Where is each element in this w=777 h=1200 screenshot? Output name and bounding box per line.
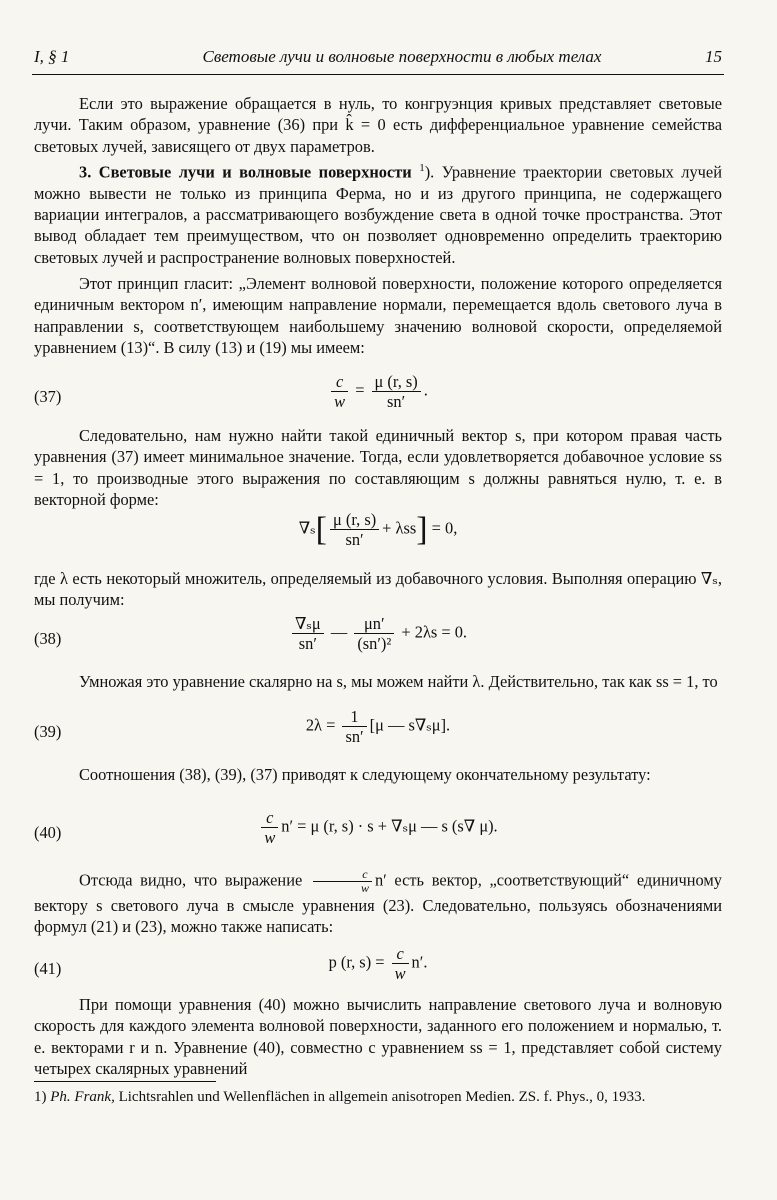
paragraph-text: При помощи уравнения (40) можно вычислить направление светового луча и волновую скорость для каждого элемента волновой поверхности, заданного его положением и нормалью, т. е. векторами r и n. Уравнение (40), совместно с уравнением ss = 1, представляет собой систему четырех скалярных уравнений — [34, 995, 722, 1078]
footnote-author: Ph. Frank, — [50, 1089, 115, 1105]
paragraph-text: Умножая это уравнение скалярно на s, мы можем найти λ. Действительно, так как ss = 1, то — [79, 672, 718, 691]
equation-37: (37) $\frac{c}{w}$ = $\frac{\mu (r, s)}{sn'}$ . — [34, 372, 428, 411]
equation-number: (37) — [34, 387, 62, 406]
footnote — [34, 1087, 722, 1108]
footnote-text: Lichtsrahlen und Wellenflächen in allgemein anisotropen Medien. ZS. f. Phys., 0, 1933. — [118, 1089, 646, 1105]
paragraph-text: Если это выражение обращается в нуль, то конгруэнция кривых представляет световые лучи. Таким образом, уравнение (36) при k̂ = 0 есть дифференциальное уравнение семейства световых лучей, зависящего от двух параметров. — [34, 94, 722, 156]
paragraph-2 — [34, 158, 722, 268]
inline-fraction: $\frac{c}{w}$ — [313, 868, 372, 895]
footnote-mark: 1) — [34, 1089, 51, 1105]
equation-gradient: ∇ₛ[ $\frac{\mu (r, s)}{sn'}$ + λss] = 0, — [298, 510, 458, 549]
footnote-rule — [34, 1081, 216, 1082]
subsection-heading: 3. Световые лучи и волновые поверхности — [79, 162, 412, 182]
fraction: $\frac{c}{w}$ — [261, 808, 278, 847]
running-header — [34, 46, 722, 72]
paragraph-text: Этот принцип гласит: „Элемент волновой поверхности, положение которого определяется единичным вектором n′, имеющим направление нормали, перемещается вдоль светового луча в направлении s, соответствующем наибольшему значению волновой скорости, определяемой уравнением (13)“. В силу (13) и (19) мы имеем: — [34, 274, 722, 357]
fraction: $\frac{1}{sn'}$ — [342, 707, 366, 746]
fraction: $\frac{\mu (r, s)}{sn'}$ — [330, 510, 379, 549]
paragraph-3 — [34, 273, 722, 358]
fraction: $\frac{\text{∇ₛμ}}{sn'}$ — [292, 614, 324, 653]
page-number: 15 — [705, 47, 722, 66]
paragraph-5 — [34, 568, 722, 611]
fraction: $\frac{c}{w}$ — [392, 944, 409, 983]
fraction: $\frac{\mu (r, s)}{sn'}$ — [372, 372, 421, 411]
header-rule — [32, 74, 724, 75]
equation-number: (39) — [34, 722, 62, 741]
equation-number: (38) — [34, 629, 62, 648]
footnote-ref[interactable]: 1 — [419, 162, 425, 174]
paragraph-text: Соотношения (38), (39), (37) приводят к следующему окончательному результату: — [79, 765, 651, 784]
running-title: Световые лучи и волновые поверхности в любых телах — [202, 47, 602, 66]
equation-39: (39) 2λ = $\frac{1}{sn'}$ [μ — s∇ₛμ]. — [34, 707, 451, 746]
paragraph-8 — [34, 868, 722, 938]
paragraph-text: где λ есть некоторый множитель, определяемый из добавочного условия. Выполняя операцию ∇ₛ, мы получим: — [34, 569, 722, 610]
paragraph-7 — [34, 764, 722, 785]
fraction: $\frac{\mu n'}{\text{(sn′)²}}$ — [354, 614, 394, 653]
paragraph-4 — [34, 425, 722, 510]
equation-38: (38) $\frac{\text{∇ₛμ}}{sn'}$ — $\frac{\mu n'}{\text{(sn′)²}}$ + 2λs = 0. — [34, 614, 468, 653]
paragraph-text: Отсюда видно, что выражение $\frac{c}{w}$ n′ есть вектор, „соответствующий“ единичному вектору s светового луча в смысле уравнения (23). Следовательно, пользуясь обозначениями формул (21) и (23), можно также написать: — [34, 867, 722, 937]
equation-41: (41) p (r, s) = $\frac{c}{w}$ n′. — [34, 944, 428, 983]
paragraph-9 — [34, 994, 722, 1079]
fraction: $\frac{c}{w}$ — [331, 372, 348, 411]
equation-number: (40) — [34, 823, 62, 842]
paragraph-text: Следовательно, нам нужно найти такой единичный вектор s, при котором правая часть уравнения (37) имеет минимальное значение. Тогда, если удовлетворяется добавочное условие ss = 1, то производные этого выражения по составляющим s должны равняться нулю, т. е. в векторной форме: — [34, 426, 722, 509]
section-label: I, § 1 — [34, 47, 70, 66]
equation-40: (40) $\frac{c}{w}$ n′ = μ (r, s) · s + ∇ₛμ — s (s∇ μ). — [34, 808, 498, 847]
paragraph-6 — [34, 671, 722, 692]
paragraph-text: 3. Световые лучи и волновые поверхности $^1$). Уравнение траектории световых лучей можно вывести не только из принципа Ферма, но и из другого принципа, не содержащего вариации интегралов, а рассматривающего возбуждение света в одной точке пространства. Этот вывод обладает тем преимуществом, что он позволяет одновременно определить траекторию световых лучей и распространение волновых поверхностей. — [34, 162, 722, 267]
equation-number: (41) — [34, 959, 62, 978]
paragraph-1 — [34, 93, 722, 157]
